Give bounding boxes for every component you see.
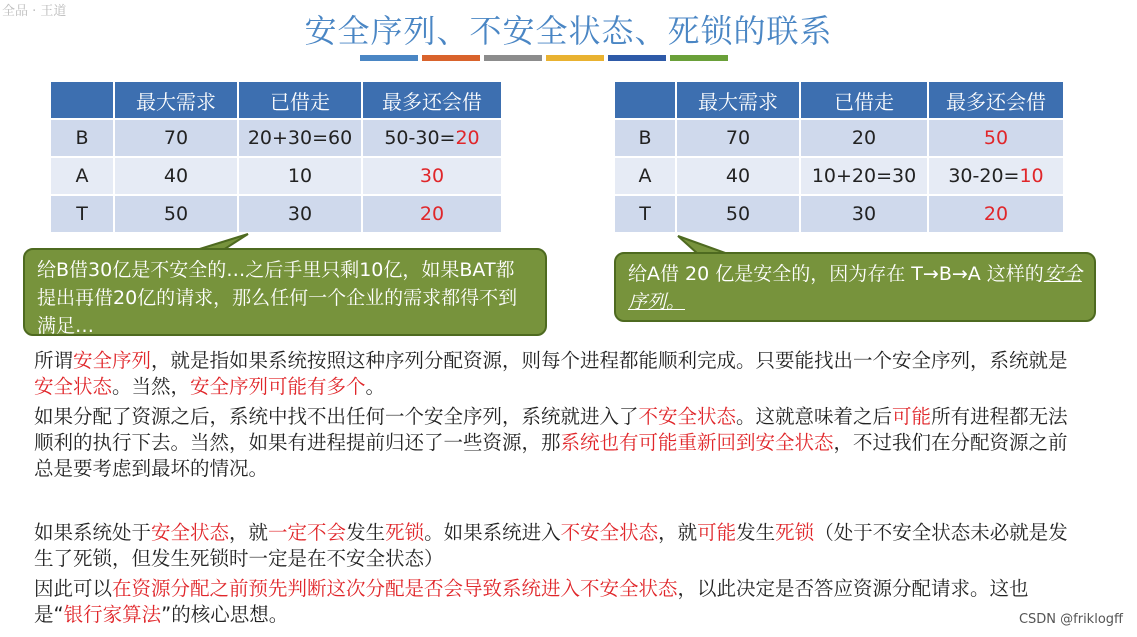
table-cell: 30 — [800, 195, 928, 233]
paragraph-deadlock-relation — [34, 520, 1074, 572]
highlighted-text: 安全状态 — [34, 375, 113, 398]
table-row — [614, 119, 1064, 157]
highlighted-text: 死锁 — [775, 521, 815, 544]
highlighted-text: 安全序列可能有多个 — [190, 375, 366, 398]
table-header-cell — [614, 81, 676, 119]
paragraph-text: ”的核心思想。 — [161, 603, 289, 626]
paragraph-text: 发生 — [346, 521, 386, 544]
table-cell: 10 — [238, 157, 362, 195]
table-header-cell — [50, 81, 114, 119]
highlighted-text: 可能 — [892, 405, 932, 428]
paragraph-text: ，不过我们在分配资源之前总是要考虑到最坏的情况。 — [34, 431, 1068, 480]
cell-result: 50 — [983, 127, 1009, 149]
table-header-row — [614, 81, 1064, 119]
paragraph-text: （处于不安全状态未必就是发生了死锁，但发生死锁时一定是在不安全状态） — [34, 521, 1068, 570]
table-cell: 30 — [238, 195, 362, 233]
watermark: CSDN @friklogff — [1018, 612, 1123, 627]
highlighted-text: 死锁 — [385, 521, 425, 544]
table-header-cell: 最多还会借 — [928, 81, 1064, 119]
cell-result: 20 — [455, 127, 480, 149]
accent-bar-4 — [546, 55, 604, 61]
table-cell: 10+20=30 — [800, 157, 928, 195]
table-cell: T — [614, 195, 676, 233]
table-cell: 70 — [676, 119, 800, 157]
right-callout-text: 给A借 20 亿是安全的，因为存在 T→B→A 这样的 — [628, 263, 1044, 285]
paragraph-text: ，就是指如果系统按照这种序列分配资源，则每个进程都能顺利完成。只要能找出一个安全序列，系统就是 — [151, 349, 1068, 372]
paragraph-text: 如果系统处于 — [34, 521, 152, 544]
cell-formula: 30-20= — [948, 165, 1020, 187]
left-callout-text: 给B借30亿是不安全的…之后手里只剩10亿，如果BAT都提出再借20亿的请求，那么任何一个企业的需求都得不到满足… — [37, 259, 518, 337]
table-cell: T — [50, 195, 114, 233]
table-header-row — [50, 81, 502, 119]
table-cell: 40 — [114, 157, 238, 195]
highlighted-text: 安全序列 — [73, 349, 152, 372]
cell-result: 30 — [419, 165, 445, 187]
accent-bar-3 — [484, 55, 542, 61]
accent-bar-6 — [670, 55, 728, 61]
paragraph-text: 所谓 — [34, 349, 74, 372]
table-header-cell: 最大需求 — [676, 81, 800, 119]
table-header-cell: 最多还会借 — [362, 81, 502, 119]
left-callout — [23, 248, 547, 336]
paragraph-text: 。 — [365, 375, 386, 398]
table-cell: A — [614, 157, 676, 195]
table-cell: 50 — [676, 195, 800, 233]
cell-result: 20 — [983, 203, 1009, 225]
page-title: 安全序列、不安全状态、死锁的联系 — [304, 12, 833, 50]
paragraph-text: ，就 — [229, 521, 269, 544]
table-cell — [928, 195, 1064, 233]
highlighted-text: 系统也有可能重新回到安全状态 — [560, 431, 834, 454]
table-row — [50, 157, 502, 195]
table-cell — [362, 195, 502, 233]
paragraph-bankers-algorithm — [34, 576, 1074, 628]
paragraph-text: 。当然， — [112, 375, 191, 398]
table-cell — [362, 157, 502, 195]
paragraph-text: 发生 — [736, 521, 776, 544]
table-header-cell: 已借走 — [800, 81, 928, 119]
paragraph-text: 。如果系统进入 — [424, 521, 561, 544]
accent-bar-2 — [422, 55, 480, 61]
highlighted-text: 银行家算法 — [63, 603, 162, 626]
top-left-overlay-text: 全品 · 王道 — [2, 4, 67, 19]
table-cell — [362, 119, 502, 157]
paragraph-text: 。这就意味着之后 — [736, 405, 893, 428]
accent-bar-5 — [608, 55, 666, 61]
table-header-cell: 已借走 — [238, 81, 362, 119]
table-cell: 70 — [114, 119, 238, 157]
table-cell: 20 — [800, 119, 928, 157]
paragraph-text: ，以此决定是否答应资源分配请求。这也是“ — [34, 577, 1029, 626]
table-cell: 40 — [676, 157, 800, 195]
highlighted-text: 在资源分配之前预先判断这次分配是否会导致系统进入不安全状态 — [112, 577, 678, 600]
cell-formula: 50-30= — [384, 127, 456, 149]
right-callout-underlined: 安全序列。 — [628, 263, 1082, 313]
table-row — [614, 157, 1064, 195]
table-cell: 50 — [114, 195, 238, 233]
table-row — [50, 195, 502, 233]
paragraph-text: 因此可以 — [34, 577, 113, 600]
right-callout — [614, 252, 1096, 322]
accent-bars — [360, 55, 728, 61]
cell-result: 20 — [419, 203, 445, 225]
paragraph-unsafe-state — [34, 404, 1074, 482]
left-resource-table — [49, 80, 503, 234]
paragraph-text: 所有进程都无法顺利的执行下去。当然，如果有进程提前归还了一些资源，那 — [34, 405, 1068, 454]
highlighted-text: 不安全状态 — [560, 521, 659, 544]
table-cell: B — [50, 119, 114, 157]
table-cell: A — [50, 157, 114, 195]
right-resource-table — [613, 80, 1065, 234]
paragraph-text: 如果分配了资源之后，系统中找不出任何一个安全序列，系统就进入了 — [34, 405, 639, 428]
paragraph-safe-sequence — [34, 348, 1074, 400]
highlighted-text: 不安全状态 — [638, 405, 737, 428]
table-cell: 20+30=60 — [238, 119, 362, 157]
table-row — [614, 195, 1064, 233]
right-callout-tail — [668, 234, 748, 254]
table-cell — [928, 157, 1064, 195]
table-row — [50, 119, 502, 157]
highlighted-text: 可能 — [697, 521, 737, 544]
cell-result: 10 — [1019, 165, 1044, 187]
table-header-cell: 最大需求 — [114, 81, 238, 119]
table-cell: B — [614, 119, 676, 157]
paragraph-text: ，就 — [658, 521, 698, 544]
accent-bar-1 — [360, 55, 418, 61]
highlighted-text: 安全状态 — [151, 521, 230, 544]
highlighted-text: 一定不会 — [268, 521, 347, 544]
table-cell — [928, 119, 1064, 157]
